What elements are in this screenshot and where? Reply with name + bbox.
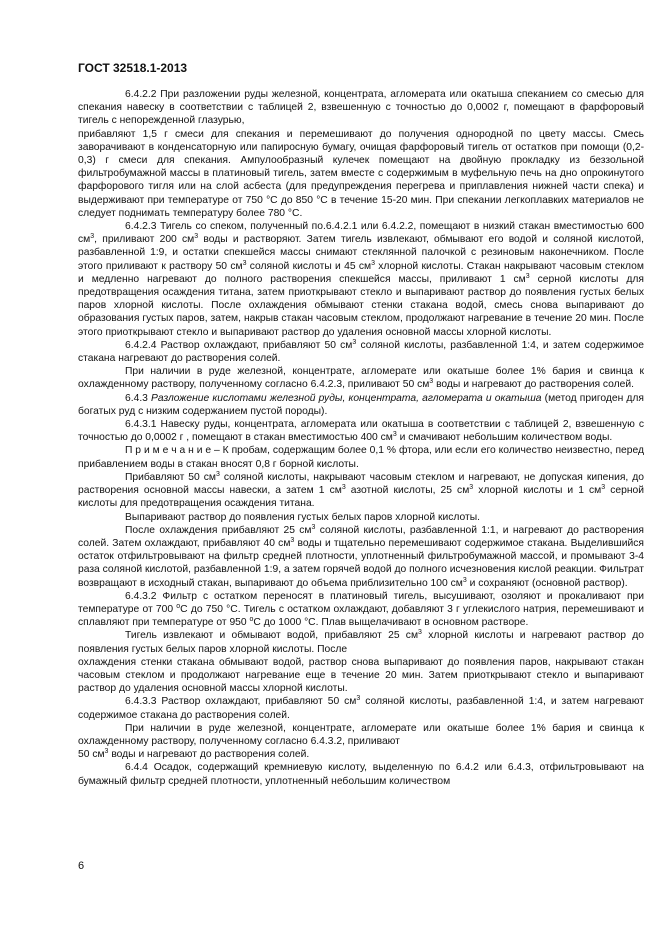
paragraph-continuation: прибавляют 1,5 г смеси для спекания и перемешивают до получения однородной по цвету массы. Смесь заворачивают в конденсаторную или папиросную бумагу, очищая фарфоровый тигель от остатков при помощи (0,2-0,3) г смеси для спекания. Ампулообразный кулечек помещают на двойную прокладку из беззольной фильтробумажной массы в платиновый тигель, затем вместе с содержимым в муфельную печь на дно опрокинутого фарфорового тигля или на слой асбеста (для предупреждения перегрева и приплавления нижней части спека) и выдерживают при температуре от 750 °С до 850 °С в течение 15-20 мин. При спекании легкоплавких материалов не следует поднимать температуру более 780 °С. <box>78 128 644 219</box>
paragraph-6-4-2-3: 6.4.2.3 Тигель со спеком, полученный по.6.4.2.1 или 6.4.2.2, помещают в низкий стакан вместимостью 600 $см^3$, приливают 200 $см^3$ воды и растворяют. Затем тигель извлекают, обмывают его водой и соляной кислотой, разбавленной 1:9, и остатки спекшейся массы снимают стеклянной палочкой с резиновым наконечником. После этого приливают к раствору 50 $см^3$ соляной кислоты и 45 $см^3$ хлорной кислоты. Стакан накрывают часовым стеклом и медленно нагревают до полного растворения спекшейся массы, приливают 1 $см^3$ серной кислоты для предотвращения осаждения титана, затем приоткрывают стекло и выпаривают раствор до появления густых белых паров хлорной кислоты. После охлаждения обмывают стенки стакана водой, смесь снова выпаривают до образования густых паров, затем, накрыв стакан часовым стеклом, продолжают нагревание в течение 20 мин. После этого приоткрывают стекло и выпаривают раствор до удаления основной массы хлорной кислоты. <box>78 221 644 338</box>
paragraph-add-acid: Прибавляют 50 $см^3$ соляной кислоты, накрывают часовым стеклом и нагревают, не допуская кипения, до растворения основной массы навески, а затем 1 $см^3$ азотной кислоты, 25 $см^3$ хлорной кислоты и 1 $см^3$ серной кислоты для предотвращения осаждения титана. <box>78 470 645 510</box>
paragraph-continuation-2: охлаждения стенки стакана обмывают водой, раствор снова выпаривают до появления паров, накрывают стакан часовым стеклом и продолжают нагревание еще в течение 20 мин. Затем приоткрывают стекло и выпаривают раствор до удаления основной массы хлорной кислоты. <box>78 656 644 695</box>
paragraph-6-4-3-3: 6.4.3.3 Раствор охлаждают, прибавляют 50 $см^3$ соляной кислоты, разбавленной 1:4, и затем нагревают содержимое стакана до растворения солей. <box>78 695 644 721</box>
paragraph-barium-lead-2: При наличии в руде железной, концентрате, агломерате или окатыше более 1% бария и свинца к охлажденному раствору, полученному согласно 6.4.3.2, приливают <box>78 722 644 747</box>
document-header: ГОСТ 32518.1-2013 <box>78 61 188 75</box>
paragraph-6-4-3-2: 6.4.3.2 Фильтр с остатком переносят в платиновый тигель, высушивают, озоляют и прокаливают при температуре от 700 $^о$С до 750 °С. Тигель с остатком охлаждают, добавляют 3 г углекислого натрия, перемешивают и сплавляют при температуре от 950 $^о$С до 1000 °С. Плав выщелачивают в основном растворе. <box>78 590 644 629</box>
paragraph-6-4-3-1: 6.4.3.1 Навеску руды, концентрата, агломерата или окатыша в соответствии с таблицей 2, взвешенную с точностью до 0,0002 г , помещают в стакан вместимостью 400 $см^3$ и смачивают небольшим количеством воды. <box>78 419 644 444</box>
paragraph-water-50: 50 $см^3$ воды и нагревают до растворения солей. <box>78 748 310 761</box>
paragraph-6-4-2-2: 6.4.2.2 При разложении руды железной, концентрата, агломерата или окатыша спеканием со смесью для спекания навеску в соответствии с таблицей 2, взвешенную с точностью до 0,0002 г, помещают в фарфоровый тигель с непорежденной глазурью, <box>78 89 644 127</box>
paragraph-6-4-2-4: 6.4.2.4 Раствор охлаждают, прибавляют 50 $см^3$ соляной кислоты, разбавленной 1:4, и затем содержимое стакана нагревают до растворения солей. <box>78 338 644 365</box>
paragraph-6-4-4: 6.4.4 Осадок, содержащий кремниевую кислоту, выделенную по 6.4.2 или 6.4.3, отфильтровывают на бумажный фильтр средней плотности, уплотненный небольшим количеством <box>78 762 644 787</box>
paragraph-barium-lead: При наличии в руде железной, концентрате, агломерате или окатыше более 1% бария и свинца к охлажденному раствору, полученному согласно 6.4.2.3, приливают 50 $см^3$ воды и нагревают до растворения солей. <box>78 366 644 391</box>
paragraph-evaporate: Выпаривают раствор до появления густых белых паров хлорной кислоты. <box>125 511 481 523</box>
page-number: 6 <box>78 860 85 872</box>
paragraph-6-4-3: 6.4.3 Разложение кислотами железной руды, концентрата, агломерата и окатыша (метод пригоден для богатых руд с низким содержанием пустой породы). <box>78 392 645 417</box>
paragraph-crucible: Тигель извлекают и обмывают водой, прибавляют 25 $см^3$ хлорной кислоты и нагревают раствор до появления густых белых паров хлорной кислоты. После <box>78 629 645 655</box>
paragraph-after-cooling: После охлаждения прибавляют 25 $см^3$ соляной кислоты, разбавленной 1:1, и нагревают до растворения солей. Затем охлаждают, прибавляют 40 $см^3$ воды и тщательно перемешивают содержимое стакана. Выделившийся остаток отфильтровывают на фильтр средней плотности, уплотненный фильтробумажной массой, и промывают 3-4 раза соляной кислотой, разбавленной 1:9, а затем горячей водой до полного исчезновения кислой реакции. Фильтрат возвращают в исходный стакан, выпаривают до объема приблизительно 100 $см^3$ и сохраняют (основной раствор). <box>78 523 644 589</box>
document-body <box>78 88 644 788</box>
note-paragraph: П р и м е ч а н и е – К пробам, содержащим более 0,1 % фтора, или если его количество неизвестно, перед прибавлением воды в стакан вносят 0,8 г борной кислоты. <box>78 445 644 470</box>
